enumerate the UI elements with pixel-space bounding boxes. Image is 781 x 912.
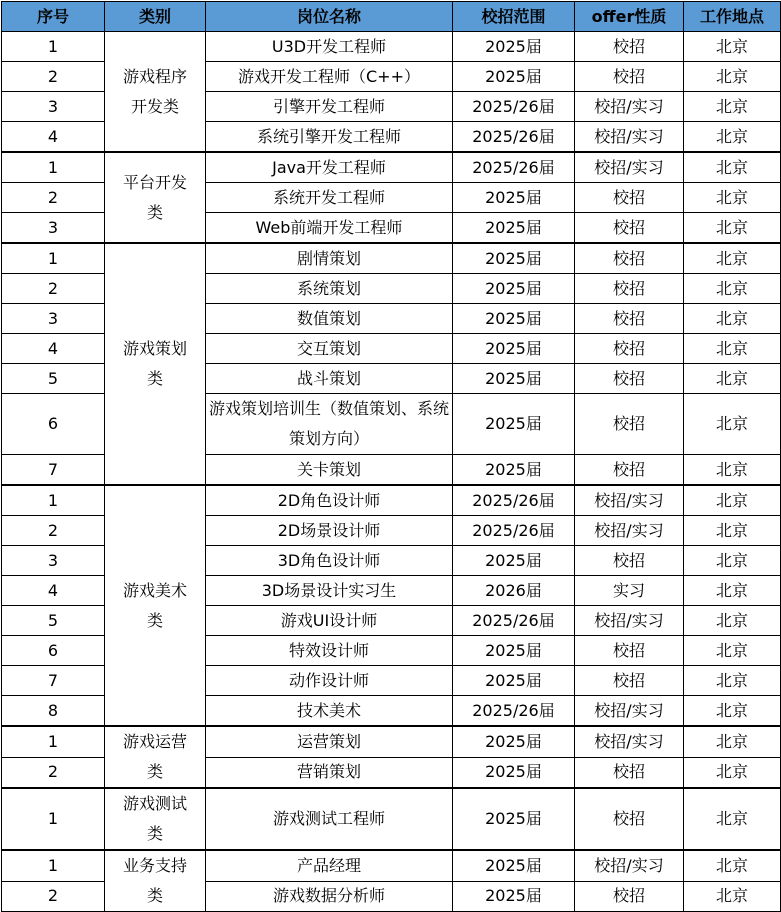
recruit-range: 2025/26届 [453,485,575,516]
position-name: 游戏策划培训生（数值策划、系统策划方向） [206,394,453,455]
row-number: 2 [2,757,105,788]
offer-type: 校招 [575,62,684,92]
row-number: 8 [2,696,105,727]
position-name: 特效设计师 [206,636,453,666]
recruit-range: 2025届 [453,304,575,334]
row-number: 2 [2,516,105,546]
row-number: 4 [2,122,105,153]
row-number: 5 [2,364,105,394]
work-location: 北京 [684,606,781,636]
recruit-range: 2025/26届 [453,152,575,183]
work-location: 北京 [684,92,781,122]
offer-type: 校招 [575,304,684,334]
recruit-range: 2025/26届 [453,606,575,636]
position-name: 数值策划 [206,304,453,334]
row-number: 2 [2,183,105,213]
row-number: 7 [2,666,105,696]
work-location: 北京 [684,576,781,606]
work-location: 北京 [684,546,781,576]
work-location: 北京 [684,334,781,364]
row-number: 1 [2,850,105,881]
position-name: 游戏UI设计师 [206,606,453,636]
row-number: 3 [2,546,105,576]
position-name: 剧情策划 [206,243,453,274]
work-location: 北京 [684,455,781,486]
table-row [2,152,781,183]
recruit-range: 2025届 [453,636,575,666]
work-location: 北京 [684,757,781,788]
recruit-range: 2025届 [453,334,575,364]
work-location: 北京 [684,850,781,881]
recruit-range: 2025/26届 [453,696,575,727]
work-location: 北京 [684,726,781,757]
work-location: 北京 [684,243,781,274]
row-number: 1 [2,788,105,850]
recruit-range: 2025届 [453,546,575,576]
offer-type: 校招 [575,334,684,364]
category-cell: 游戏美术类 [105,485,206,726]
table-row [2,850,781,881]
offer-type: 校招 [575,394,684,455]
header-category: 类别 [105,2,206,32]
row-number: 2 [2,274,105,304]
recruit-range: 2025届 [453,757,575,788]
offer-type: 校招 [575,213,684,244]
row-number: 1 [2,726,105,757]
table-row [2,726,781,757]
offer-type: 校招/实习 [575,516,684,546]
offer-type: 校招/实习 [575,152,684,183]
row-number: 3 [2,213,105,244]
position-name: 营销策划 [206,757,453,788]
work-location: 北京 [684,666,781,696]
work-location: 北京 [684,122,781,153]
offer-type: 校招 [575,666,684,696]
offer-type: 校招 [575,788,684,850]
recruit-range: 2025届 [453,726,575,757]
recruit-range: 2025届 [453,183,575,213]
category-cell: 游戏程序开发类 [105,32,206,153]
position-name: U3D开发工程师 [206,32,453,62]
offer-type: 校招/实习 [575,606,684,636]
table-row [2,243,781,274]
recruit-range: 2025届 [453,243,575,274]
work-location: 北京 [684,696,781,727]
row-number: 6 [2,636,105,666]
position-name: 游戏数据分析师 [206,881,453,912]
category-cell: 平台开发类 [105,152,206,243]
position-name: 系统开发工程师 [206,183,453,213]
recruit-range: 2025届 [453,364,575,394]
row-number: 2 [2,881,105,912]
work-location: 北京 [684,213,781,244]
category-cell: 游戏测试类 [105,788,206,850]
row-number: 1 [2,485,105,516]
offer-type: 校招/实习 [575,726,684,757]
recruit-range: 2025届 [453,394,575,455]
position-name: 系统引擎开发工程师 [206,122,453,153]
position-name: 3D场景设计实习生 [206,576,453,606]
category-cell: 游戏策划类 [105,243,206,485]
row-number: 1 [2,243,105,274]
position-name: Java开发工程师 [206,152,453,183]
offer-type: 校招 [575,636,684,666]
position-name: 2D场景设计师 [206,516,453,546]
offer-type: 校招/实习 [575,122,684,153]
work-location: 北京 [684,274,781,304]
offer-type: 校招 [575,274,684,304]
table-row [2,32,781,62]
work-location: 北京 [684,304,781,334]
recruit-range: 2025届 [453,455,575,486]
table-row [2,485,781,516]
work-location: 北京 [684,62,781,92]
position-name: 交互策划 [206,334,453,364]
row-number: 1 [2,152,105,183]
header-row [2,2,781,32]
recruit-range: 2025届 [453,274,575,304]
offer-type: 校招 [575,546,684,576]
position-name: 2D角色设计师 [206,485,453,516]
offer-type: 校招 [575,455,684,486]
recruit-range: 2025/26届 [453,516,575,546]
category-cell: 游戏运营类 [105,726,206,788]
row-number: 7 [2,455,105,486]
work-location: 北京 [684,394,781,455]
position-name: 3D角色设计师 [206,546,453,576]
recruit-range: 2025届 [453,62,575,92]
category-cell: 业务支持类 [105,850,206,912]
row-number: 3 [2,92,105,122]
row-number: 4 [2,334,105,364]
work-location: 北京 [684,152,781,183]
recruit-range: 2025届 [453,788,575,850]
offer-type: 校招/实习 [575,850,684,881]
header-position: 岗位名称 [206,2,453,32]
row-number: 1 [2,32,105,62]
position-name: 运营策划 [206,726,453,757]
position-name: 系统策划 [206,274,453,304]
row-number: 4 [2,576,105,606]
position-name: Web前端开发工程师 [206,213,453,244]
work-location: 北京 [684,32,781,62]
position-name: 游戏开发工程师（C++） [206,62,453,92]
header-offer-type: offer性质 [575,2,684,32]
offer-type: 校招/实习 [575,92,684,122]
position-name: 动作设计师 [206,666,453,696]
header-range: 校招范围 [453,2,575,32]
work-location: 北京 [684,636,781,666]
row-number: 2 [2,62,105,92]
offer-type: 实习 [575,576,684,606]
offer-type: 校招/实习 [575,485,684,516]
work-location: 北京 [684,183,781,213]
table-row [2,788,781,850]
jobs-table [1,1,781,912]
recruit-range: 2025届 [453,881,575,912]
position-name: 游戏测试工程师 [206,788,453,850]
recruit-range: 2026届 [453,576,575,606]
work-location: 北京 [684,364,781,394]
offer-type: 校招 [575,757,684,788]
header-location: 工作地点 [684,2,781,32]
row-number: 3 [2,304,105,334]
work-location: 北京 [684,516,781,546]
offer-type: 校招 [575,183,684,213]
position-name: 产品经理 [206,850,453,881]
recruit-range: 2025/26届 [453,92,575,122]
recruit-range: 2025届 [453,850,575,881]
row-number: 5 [2,606,105,636]
offer-type: 校招 [575,243,684,274]
table-body [2,32,781,912]
recruit-range: 2025/26届 [453,122,575,153]
header-no: 序号 [2,2,105,32]
offer-type: 校招 [575,32,684,62]
work-location: 北京 [684,788,781,850]
work-location: 北京 [684,881,781,912]
position-name: 关卡策划 [206,455,453,486]
recruit-range: 2025届 [453,666,575,696]
work-location: 北京 [684,485,781,516]
row-number: 6 [2,394,105,455]
recruit-range: 2025届 [453,213,575,244]
offer-type: 校招/实习 [575,696,684,727]
position-name: 引擎开发工程师 [206,92,453,122]
recruit-range: 2025届 [453,32,575,62]
offer-type: 校招 [575,364,684,394]
offer-type: 校招 [575,881,684,912]
position-name: 技术美术 [206,696,453,727]
position-name: 战斗策划 [206,364,453,394]
